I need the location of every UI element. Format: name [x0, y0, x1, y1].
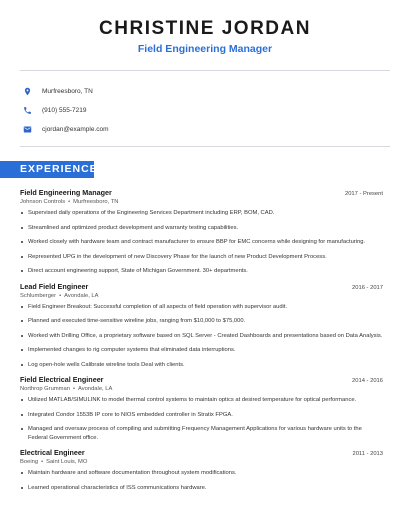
job-company-line: Boeing • Saint Louis, MO — [20, 459, 88, 465]
phone-icon — [20, 104, 34, 118]
candidate-title: Field Engineering Manager — [137, 43, 273, 55]
job-dates: 2016 - 2017 — [352, 284, 383, 291]
job-bullet: Log open-hole wells Calibrate wireline tools Deal with clients. — [20, 361, 383, 370]
divider-bottom — [20, 146, 390, 147]
job-company-line: Northrop Grumman • Avondale, LA — [20, 386, 113, 392]
job-bullet: Worked closely with hardware team and contract manufacturer to ensure BBP for EMC concerns while designing for manufacturing. — [20, 238, 383, 247]
job-dates: 2011 - 2013 — [352, 451, 383, 457]
email-icon — [20, 123, 34, 137]
job-company: Schlumberger — [20, 292, 57, 299]
location-text: Murfreesboro, TN — [42, 88, 93, 95]
job-title: Lead Field Engineer — [20, 281, 89, 291]
contact-list — [20, 82, 109, 139]
job-title: Field Engineering Manager — [20, 188, 112, 197]
job-company: Johnson Controls — [20, 199, 66, 205]
job-company-line: Schlumberger • Avondale, LA — [20, 292, 99, 299]
job-company-line: Johnson Controls • Murfreesboro, TN — [20, 199, 119, 205]
job-bullet: Represented UPG in the development of new Discovery Phase for the launch of new Product Development Process. — [20, 253, 383, 262]
job-entry — [20, 375, 383, 442]
candidate-name: CHRISTINE JORDAN — [99, 18, 311, 39]
job-location: Murfreesboro, TN — [73, 199, 119, 205]
job-bullet: Managed and oversaw process of compiling and submitting Frequency Management Applications for various hardware units to the Federal Government office. — [20, 425, 383, 442]
job-company: Northrop Grumman — [20, 386, 70, 392]
experience-heading: EXPERIENCE — [20, 163, 98, 175]
job-bullets — [20, 469, 383, 492]
resume-header — [0, 0, 410, 55]
job-title: Field Electrical Engineer — [20, 375, 104, 384]
job-dates: 2014 - 2016 — [352, 378, 383, 384]
contact-email — [20, 120, 109, 139]
job-bullet: Learned operational characteristics of ISS communications hardware. — [20, 484, 383, 493]
job-title: Electrical Engineer — [20, 448, 85, 457]
job-bullet: Direct account engineering support, State of Michigan Government. 30+ departments. — [20, 267, 383, 276]
job-bullet: Field Engineer Breakout: Successful completion of all aspects of field operation with supervisor audit. — [20, 303, 383, 312]
contact-location — [20, 82, 109, 101]
job-bullet: Worked with Drilling Office, a proprietary software based on SQL Server - Created Dashboards and presentations based on Data Analysis. — [20, 332, 383, 341]
job-location: Avondale, LA — [64, 292, 99, 299]
job-entry — [20, 282, 383, 370]
job-bullets — [20, 396, 383, 442]
job-dates: 2017 - Present — [344, 191, 383, 197]
job-bullet: Planned and executed time-sensitive wireline jobs, ranging from $10,000 to $75,000. — [20, 317, 383, 326]
job-bullets — [20, 303, 383, 370]
divider-top — [20, 70, 390, 71]
job-location: Saint Louis, MO — [46, 459, 88, 465]
location-pin-icon — [20, 85, 34, 99]
phone-text: (910) 555-7219 — [42, 107, 87, 114]
job-bullet: Maintain hardware and software documentation throughout system modifications. — [20, 469, 383, 478]
email-text: cjordan@example.com — [42, 126, 109, 133]
job-bullet: Streamlined and optimized product development and warranty testing capabilities. — [20, 224, 383, 233]
experience-section-banner — [0, 161, 98, 178]
job-company: Boeing — [20, 459, 39, 465]
experience-list — [20, 188, 383, 498]
job-bullet: Utilized MATLAB/SIMULINK to model thermal control systems to maintain optics at desired temperature for optical performance. — [20, 396, 383, 405]
job-bullet: Supervised daily operations of the Engineering Services Department including ERP, BOM, CAD. — [20, 209, 383, 218]
job-entry — [20, 448, 383, 492]
job-location: Avondale, LA — [77, 386, 113, 392]
job-entry — [20, 188, 383, 276]
job-bullet: Implemented changes to rig computer systems that eliminated data interruptions. — [20, 346, 383, 355]
job-bullet: Integrated Condor 1553B IP core to NIOS embedded controller in Stratix FPGA. — [20, 411, 383, 420]
job-bullets — [20, 209, 383, 276]
contact-phone — [20, 101, 109, 120]
